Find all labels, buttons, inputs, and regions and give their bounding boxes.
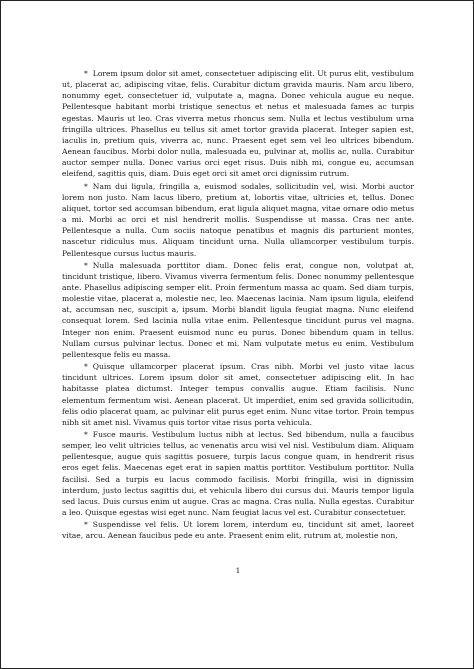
paragraph xyxy=(62,519,414,541)
paragraph-text: Nulla malesuada porttitor diam. Donec felis erat, congue non, volutpat at, tincidunt tristique, libero. Vivamus viverra fermentum felis. Donec nonummy pellentesque ante. Phasellus adipiscing semper elit. Proin fermentum massa ac quam. Sed diam turpis, molestie vitae, placerat a, molestie nec, leo. Maecenas lacinia. Nam ipsum ligula, eleifend at, accumsan nec, suscipit a, ipsum. Morbi blandit ligula feugiat magna. Nunc eleifend consequat lorem. Sed lacinia nulla vitae enim. Pellentesque tincidunt purus vel magna. Integer non enim. Praesent euismod nunc eu purus. Donec bibendum quam in tellus. Nullam cursus pulvinar lectus. Donec et mi. Nam vulputate metus eu enim. Vestibulum pellentesque felis eu massa. xyxy=(62,260,414,359)
paragraph-text: Suspendisse vel felis. Ut lorem lorem, interdum eu, tincidunt sit amet, laoreet vitae, arcu. Aenean faucibus pede eu ante. Praesent enim elit, rutrum at, molestie non, xyxy=(62,520,414,541)
bullet-marker: * xyxy=(84,260,88,270)
body-text xyxy=(62,68,414,542)
bullet-marker: * xyxy=(84,181,88,191)
bullet-marker: * xyxy=(84,69,88,78)
bullet-marker: * xyxy=(84,520,88,530)
paragraph xyxy=(62,429,414,518)
paragraph xyxy=(62,181,414,259)
paragraph-text: Nam dui ligula, fringilla a, euismod sodales, sollicitudin vel, wisi. Morbi auctor lorem non justo. Nam lacus libero, pretium at, lobortis vitae, ultricies et, tellus. Donec aliquet, tortor sed accumsan bibendum, erat ligula aliquet magna, vitae ornare odio metus a mi. Morbi ac orci et nisl hendrerit mollis. Suspendisse ut massa. Cras nec ante. Pellentesque a nulla. Cum sociis natoque penatibus et magnis dis parturient montes, nascetur ridiculus mus. Aliquam tincidunt urna. Nulla ullamcorper vestibulum turpis. Pellentesque cursus luctus mauris. xyxy=(62,181,414,258)
paragraph-text: Fusce mauris. Vestibulum luctus nibh at lectus. Sed bibendum, nulla a faucibus semper, leo velit ultricies tellus, ac venenatis arcu wisi vel nisl. Vestibulum diam. Aliquam pellentesque, augue quis sagittis posuere, turpis lacus congue quam, in hendrerit risus eros eget felis. Maecenas eget erat in sapien mattis porttitor. Vestibulum porttitor. Nulla facilisi. Sed a turpis eu lacus commodo facilisis. Morbi fringilla, wisi in dignissim interdum, justo lectus sagittis dui, et vehicula libero dui cursus dui. Mauris tempor ligula sed lacus. Duis cursus enim ut augue. Cras ac magna. Cras nulla. Nulla egestas. Curabitur a leo. Quisque egestas wisi eget nunc. Nam feugiat lacus vel est. Curabitur consectetuer. xyxy=(62,430,414,518)
bullet-marker: * xyxy=(84,362,88,372)
bullet-marker: * xyxy=(84,430,88,439)
paragraph-text: Quisque ullamcorper placerat ipsum. Cras nibh. Morbi vel justo vitae lacus tincidunt ultrices. Lorem ipsum dolor sit amet, consectetuer adipiscing elit. In hac habitasse platea dictumst. Integer tempus convallis augue. Etiam facilisis. Nunc elementum fermentum wisi. Aenean placerat. Ut imperdiet, enim sed gravida sollicitudin, felis odio placerat quam, ac pulvinar elit purus eget enim. Nunc vitae tortor. Proin tempus nibh sit amet nisl. Vivamus quis tortor vitae risus porta vehicula. xyxy=(62,362,414,427)
paragraph xyxy=(62,68,414,180)
paragraph-text: Lorem ipsum dolor sit amet, consectetuer adipiscing elit. Ut purus elit, vestibulum ut, placerat ac, adipiscing vitae, felis. Curabitur dictum gravida mauris. Nam arcu libero, nonummy eget, consectetuer id, vulputate a, magna. Donec vehicula augue eu neque. Pellentesque habitant morbi tristique senectus et netus et malesuada fames ac turpis egestas. Mauris ut leo. Cras viverra metus rhoncus sem. Nulla et lectus vestibulum urna fringilla ultrices. Phasellus eu tellus sit amet tortor gravida placerat. Integer sapien est, iaculis in, pretium quis, viverra ac, nunc. Praesent eget sem vel leo ultrices bibendum. Aenean faucibus. Morbi dolor nulla, malesuada eu, pulvinar at, mollis ac, nulla. Curabitur auctor semper nulla. Donec varius orci eget risus. Duis nibh mi, congue eu, accumsan eleifend, sagittis quis, diam. Duis eget orci sit amet orci dignissim rutrum. xyxy=(62,69,414,179)
paragraph xyxy=(62,361,414,428)
page-number: 1 xyxy=(235,566,241,575)
paragraph xyxy=(62,260,414,360)
